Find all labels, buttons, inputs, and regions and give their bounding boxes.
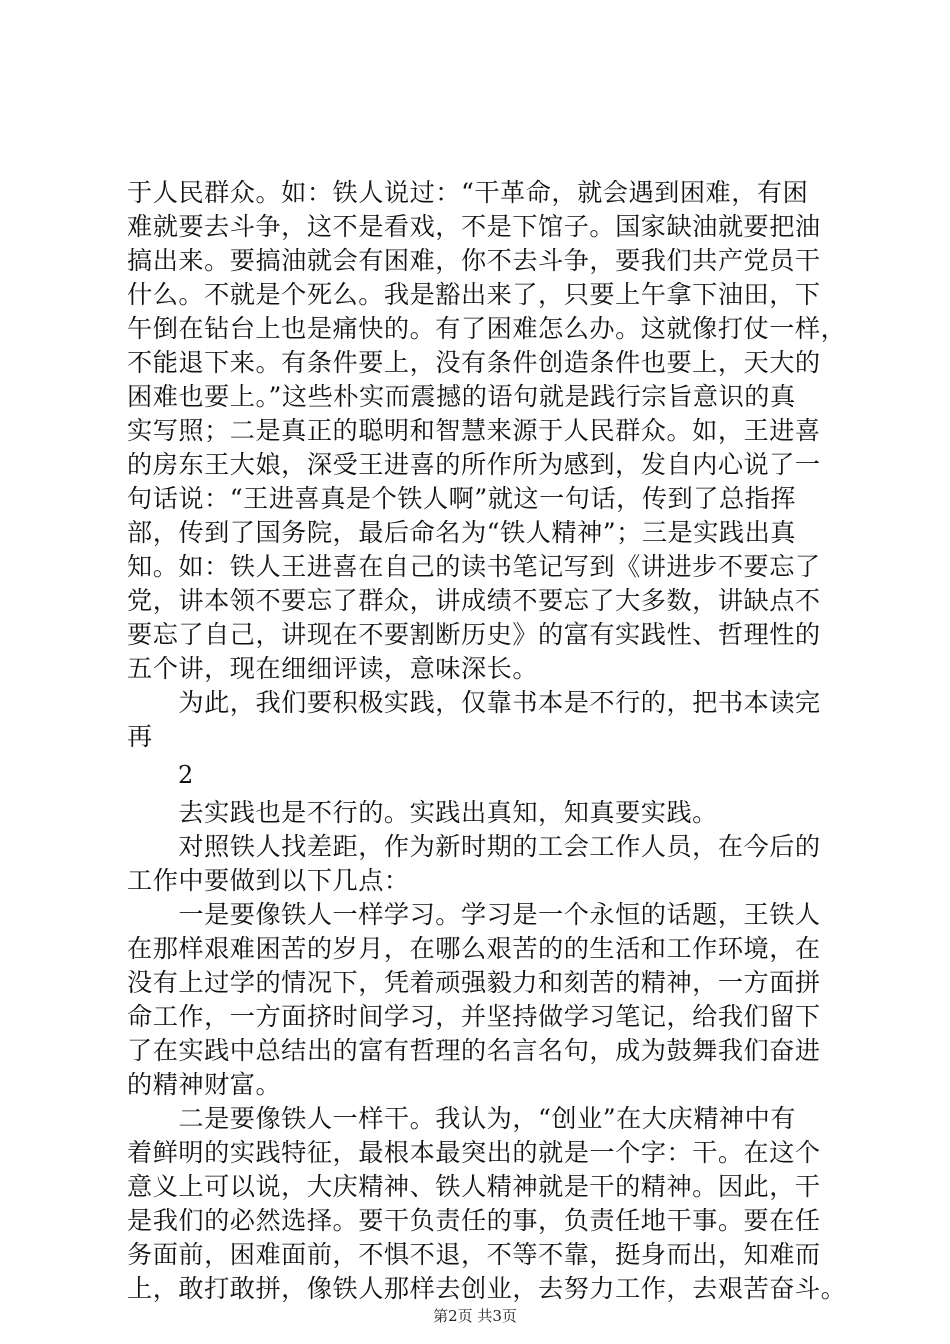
text-line: 务面前，困难面前，不惧不退，不等不靠，挺身而出，知难而 [127, 1240, 821, 1269]
text-line: 五个讲，现在细细评读，意味深长。 [127, 654, 538, 683]
text-line: 难就要去斗争，这不是看戏，不是下馆子。国家缺油就要把油 [127, 212, 821, 241]
inline-page-number: 2 [178, 761, 194, 789]
text-line: 二是要像铁人一样干。我认为，“创业”在大庆精神中有 [127, 1104, 796, 1133]
text-line: 于人民群众。如：铁人说过：“干革命，就会遇到困难，有困 [127, 178, 809, 207]
text-line: 对照铁人找差距，作为新时期的工会工作人员，在今后的 [127, 832, 821, 861]
text-line: 句话说：“王进喜真是个铁人啊”就这一句话，传到了总指挥 [127, 484, 796, 513]
text-line: 的房东王大娘，深受王进喜的所作所为感到，发自内心说了一 [127, 450, 821, 479]
text-line: 在那样艰难困苦的岁月，在哪么艰苦的的生活和工作环境，在 [127, 934, 821, 963]
text-line: 午倒在钻台上也是痛快的。有了困难怎么办。这就像打仗一样， [127, 314, 847, 343]
text-line: 去实践也是不行的。实践出真知，知真要实践。 [127, 798, 718, 827]
text-line: 什么。不就是个死么。我是豁出来了，只要上午拿下油田，下 [127, 280, 821, 309]
text-line: 没有上过学的情况下，凭着顽强毅力和刻苦的精神，一方面拼 [127, 968, 821, 997]
text-line: 着鲜明的实践特征，最根本最突出的就是一个字：干。在这个 [127, 1138, 821, 1167]
text-line: 不能退下来。有条件要上，没有条件创造条件也要上，天大的 [127, 348, 821, 377]
text-line: 知。如：铁人王进喜在自己的读书笔记写到《讲进步不要忘了 [127, 552, 821, 581]
text-line: 实写照；二是真正的聪明和智慧来源于人民群众。如，王进喜 [127, 416, 821, 445]
text-line: 命工作，一方面挤时间学习，并坚持做学习笔记，给我们留下 [127, 1002, 821, 1031]
text-line: 的精神财富。 [127, 1070, 282, 1099]
text-line: 上，敢打敢拼，像铁人那样去创业，去努力工作，去艰苦奋斗。 [127, 1274, 847, 1303]
text-line: 要忘了自己，讲现在不要割断历史》的富有实践性、哲理性的 [127, 620, 821, 649]
text-line: 党，讲本领不要忘了群众，讲成绩不要忘了大多数，讲缺点不 [127, 586, 821, 615]
page-footer: 第2页 共3页 [433, 1307, 517, 1325]
text-line: 一是要像铁人一样学习。学习是一个永恒的话题，王铁人 [127, 900, 821, 929]
text-line: 部，传到了国务院，最后命名为“铁人精神”；三是实践出真 [127, 518, 796, 547]
text-line: 困难也要上。”这些朴实而震撼的语句就是践行宗旨意识的真 [127, 382, 796, 411]
text-line: 意义上可以说，大庆精神、铁人精神就是干的精神。因此，干 [127, 1172, 821, 1201]
text-line: 了在实践中总结出的富有哲理的名言名句，成为鼓舞我们奋进 [127, 1036, 821, 1065]
text-line: 再 [127, 722, 153, 751]
text-line: 为此，我们要积极实践，仅靠书本是不行的，把书本读完 [127, 688, 821, 717]
text-line: 搞出来。要搞油就会有困难，你不去斗争，要我们共产党员干 [127, 246, 821, 275]
text-line: 工作中要做到以下几点： [127, 866, 410, 895]
text-line: 是我们的必然选择。要干负责任的事，负责任地干事。要在任 [127, 1206, 821, 1235]
